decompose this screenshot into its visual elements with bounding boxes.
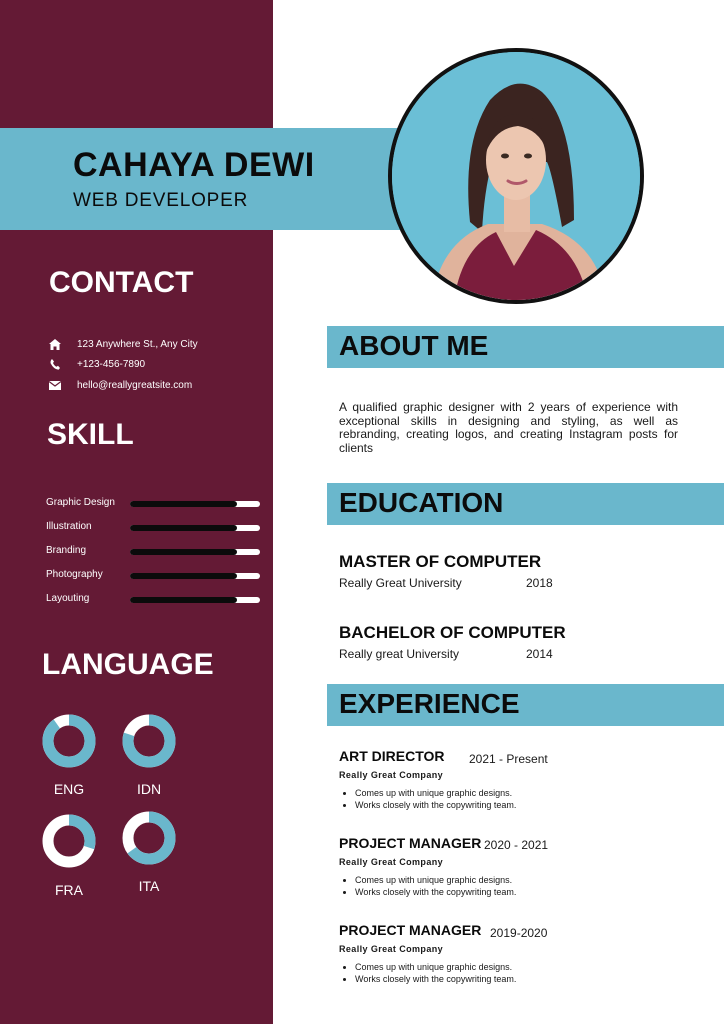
experience-band (327, 684, 724, 726)
skill-bar-fill (130, 597, 237, 603)
job-years: 2019-2020 (490, 926, 548, 940)
skill-heading: SKILL (47, 418, 134, 451)
language-label-eng: ENG (53, 781, 85, 797)
job-bullet: • Comes up with unique graphic designs. (355, 962, 516, 974)
about-band (327, 326, 724, 368)
education-school: Really great University (339, 647, 460, 661)
language-donut (121, 713, 177, 769)
language-ring-idn (121, 713, 177, 769)
skill-bar-fill (130, 525, 237, 531)
job-bullets (339, 875, 516, 898)
skill-label: Branding (46, 545, 87, 556)
job-bullet: • Comes up with unique graphic designs. (355, 788, 516, 800)
skill-bar-fill (130, 501, 237, 507)
skill-bar (130, 597, 260, 603)
job-years: 2020 - 2021 (484, 838, 549, 852)
contact-phone[interactable] (48, 358, 145, 370)
job-bullet: • Works closely with the copywriting team. (355, 974, 516, 986)
skill-branding (46, 545, 260, 559)
language-ring-eng (41, 713, 97, 769)
job-company: Really Great Company (339, 944, 444, 954)
language-donut (41, 713, 97, 769)
skill-label: Illustration (46, 521, 92, 532)
job-title: ART DIRECTOR (339, 748, 445, 764)
skill-illustration (46, 521, 260, 535)
profile-photo (388, 48, 644, 304)
skill-label: Graphic Design (46, 497, 115, 508)
skill-bar (130, 525, 260, 531)
language-donut (41, 813, 97, 869)
job-company: Really Great Company (339, 857, 444, 867)
job-bullets (339, 788, 516, 811)
profile-title: WEB DEVELOPER (73, 190, 249, 211)
job-company: Really Great Company (339, 770, 444, 780)
education-degree: MASTER OF COMPUTER (339, 552, 542, 571)
phone-icon (48, 358, 62, 370)
education-band (327, 483, 724, 525)
language-donut (121, 810, 177, 866)
job-title: PROJECT MANAGER (339, 922, 482, 938)
language-ring-fra (41, 813, 97, 869)
about-text: A qualified graphic designer with 2 years of experience with exceptional skills in designing and styling, as well as rebranding, creating logos, and creating Instagram posts for clients (339, 400, 678, 455)
contact-email-text: hello@reallygreatsite.com (77, 379, 193, 391)
profile-name: CAHAYA DEWI (73, 146, 315, 184)
job-bullets (339, 962, 516, 985)
job-bullet: • Works closely with the copywriting team. (355, 800, 516, 812)
contact-address-text: 123 Anywhere St., Any City (77, 338, 198, 350)
skill-photography (46, 569, 260, 583)
education-degree: BACHELOR OF COMPUTER (339, 623, 566, 642)
language-label-idn: IDN (136, 781, 162, 797)
education-year: 2018 (526, 576, 553, 590)
contact-address (48, 338, 198, 350)
skill-label: Photography (46, 569, 103, 580)
education-school: Really Great University (339, 576, 462, 590)
email-icon (48, 379, 62, 391)
home-icon (48, 338, 62, 350)
language-label-ita: ITA (138, 878, 160, 894)
job-years: 2021 - Present (469, 752, 548, 766)
language-label-fra: FRA (55, 882, 83, 898)
language-ring-ita (121, 810, 177, 866)
job-title: PROJECT MANAGER (339, 835, 482, 851)
job-bullet: • Comes up with unique graphic designs. (355, 875, 516, 887)
education-heading: EDUCATION (339, 487, 504, 518)
education-year: 2014 (526, 647, 553, 661)
skill-bar-fill (130, 549, 237, 555)
skill-bar (130, 549, 260, 555)
skill-bar (130, 573, 260, 579)
contact-heading: CONTACT (49, 266, 194, 299)
contact-phone-text: +123-456-7890 (77, 358, 146, 370)
skill-layouting (46, 593, 260, 607)
skill-label: Layouting (46, 593, 90, 604)
skill-bar-fill (130, 573, 237, 579)
contact-email[interactable] (48, 379, 192, 391)
skill-bar (130, 501, 260, 507)
language-heading: LANGUAGE (42, 648, 214, 681)
portrait-illustration (392, 52, 640, 300)
job-bullet: • Works closely with the copywriting team. (355, 887, 516, 899)
about-heading: ABOUT ME (339, 330, 489, 361)
experience-heading: EXPERIENCE (339, 688, 520, 719)
skill-graphic-design (46, 497, 260, 511)
